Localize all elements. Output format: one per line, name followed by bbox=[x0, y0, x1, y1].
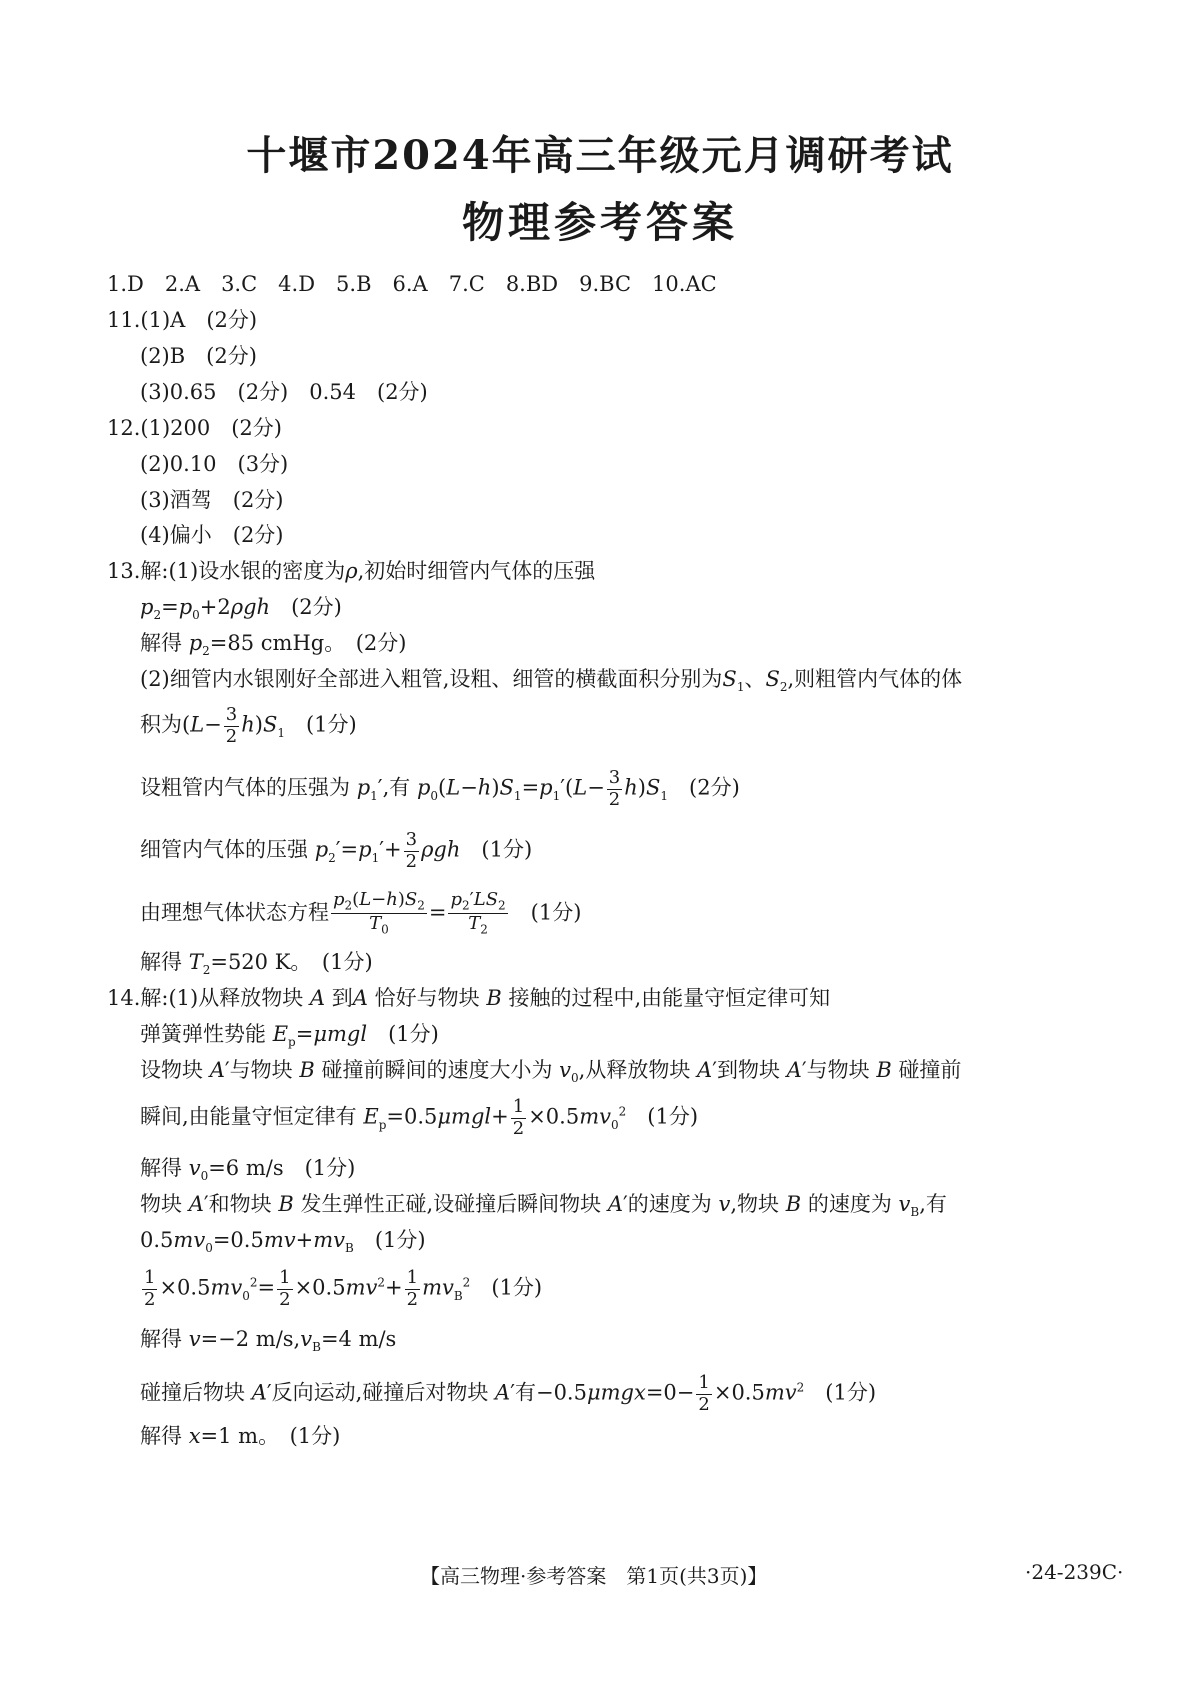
q13-intro-text: 解:(1)设水银的密度为 bbox=[140, 559, 346, 583]
q13-state-score: (1分) bbox=[530, 900, 582, 925]
q13-eq1: $p_2=p_0+2\rho gh$ (2分) bbox=[140, 595, 342, 623]
q14-col-b: 和物块 bbox=[208, 1192, 272, 1216]
q14-collision-text: 物块 A′和物块 B 发生弹性正碰,设碰撞后瞬间物块 A′的速度为 v,物块 B 的速度为 $v_B$,有 bbox=[140, 1192, 947, 1220]
q11-label: 11. bbox=[107, 308, 141, 332]
q14-v-res-pre: 解得 bbox=[140, 1327, 182, 1351]
q14-ke-score: (1分) bbox=[491, 1275, 543, 1300]
page-subtitle: 物理参考答案 bbox=[461, 198, 738, 247]
q14-v0-text: 设物块 A′与物块 B 碰撞前瞬间的速度大小为 $v_0$,从释放物块 A′到物块 A′与物块 B 碰撞前 bbox=[140, 1058, 962, 1086]
q11-part2: (2)B (2分) bbox=[140, 344, 257, 368]
q13-res1-pre: 解得 bbox=[140, 631, 182, 655]
q14-v-res: =−2 m/s, bbox=[200, 1327, 301, 1351]
q14-label: 14. bbox=[107, 986, 141, 1010]
footer-page-info: 【高三物理·参考答案 第1页(共3页)】 bbox=[420, 1564, 768, 1588]
q13-label: 13. bbox=[107, 559, 141, 583]
q14-ep: 弹簧弹性势能 $E_p=\mu mgl$ (1分) bbox=[140, 1022, 439, 1050]
q14-col-a: 物块 bbox=[140, 1192, 182, 1216]
q13-press-score: (2分) bbox=[689, 775, 740, 800]
q13-res1-score: (2分) bbox=[355, 631, 407, 655]
q13-state-pre: 由理想气体状态方程 bbox=[140, 900, 329, 925]
q14-intro-a: 解:(1)从释放物块 bbox=[140, 986, 304, 1010]
q14-x-res-pre: 解得 bbox=[140, 1424, 182, 1448]
q13-result1: 解得 $p_2=85$ cmHg。 (2分) bbox=[140, 631, 407, 659]
q14-reverse: 碰撞后物块 A′反向运动,碰撞后对物块 A′有−0.5μmgx=0− $\frac{1}{2}$ $\times 0.5mv^2$ (1分) bbox=[140, 1372, 877, 1415]
q14-momentum: $0.5mv_0=0.5mv+mv_B$ (1分) bbox=[140, 1228, 426, 1256]
q14-energy: 瞬间,由能量守恒定律有 $E_p=0.5\mu mgl+$ $\frac{1}{2}$ $\times 0.5mv_0^2$ (1分) bbox=[140, 1096, 699, 1139]
q13-vol-pre: 积为 bbox=[140, 712, 182, 737]
q12-part3: (3)酒驾 (2分) bbox=[140, 488, 284, 512]
q14-v0-result: 解得 $v_0=6$ m/s (1分) bbox=[140, 1156, 356, 1184]
q14-v0-f: 与物块 bbox=[806, 1058, 870, 1082]
q14-v0-g: 碰撞前 bbox=[898, 1058, 962, 1082]
q12-label: 12. bbox=[107, 416, 141, 440]
q13-thin-pre: 细管内气体的压强 bbox=[140, 837, 308, 862]
q12-row bbox=[107, 418, 282, 439]
q13-result2: 解得 $T_2=520$ K。 (1分) bbox=[140, 950, 373, 978]
q14-intro-b: 到 bbox=[331, 986, 353, 1010]
q13-thin-pressure: 细管内气体的压强 $p_2'=p_1'+$ $\frac{3}{2}$ ρgh (1分) bbox=[140, 829, 533, 872]
q14-v0-res-pre: 解得 bbox=[140, 1156, 182, 1180]
q13-press-mid: ,有 bbox=[382, 775, 411, 800]
q14-energy-pre: 瞬间,由能量守恒定律有 bbox=[140, 1104, 357, 1129]
q13-res2-score: (1分) bbox=[321, 950, 373, 974]
q12-part2: (2)0.10 (3分) bbox=[140, 452, 289, 476]
q13-intro-text2: ,初始时细管内气体的压强 bbox=[357, 559, 596, 583]
q14-ep-score: (1分) bbox=[388, 1022, 439, 1046]
q13-res2-pre: 解得 bbox=[140, 950, 182, 974]
q14-x-res: =1 m。 bbox=[200, 1424, 269, 1448]
q14-v0-a: 设物块 bbox=[140, 1058, 203, 1082]
q13-p2-text2: ,则粗管内气体的体 bbox=[787, 667, 963, 691]
q14-intro: 14.解:(1)从释放物块 A 到A 恰好与物块 B 接触的过程中,由能量守恒定律可知 bbox=[107, 986, 831, 1010]
footer-code: ·24-239C· bbox=[1025, 1560, 1124, 1584]
q14-rev-a: 碰撞后物块 bbox=[140, 1380, 245, 1405]
q14-col-f: 的速度为 bbox=[807, 1192, 892, 1216]
q14-v0-e: 到物块 bbox=[716, 1058, 780, 1082]
q14-col-e: ,物块 bbox=[730, 1192, 780, 1216]
q14-vb-res: =4 m/s bbox=[320, 1327, 397, 1351]
q14-col-c: 发生弹性正碰,设碰撞后瞬间物块 bbox=[300, 1192, 602, 1216]
q13-eq1-score: (2分) bbox=[291, 595, 342, 619]
q14-col-d: 的速度为 bbox=[627, 1192, 712, 1216]
q14-x-res-score: (1分) bbox=[289, 1424, 341, 1448]
q14-v0-c: 碰撞前瞬间的速度大小为 bbox=[321, 1058, 553, 1082]
q13-intro: 13.解:(1)设水银的密度为ρ,初始时细管内气体的压强 bbox=[107, 559, 596, 583]
q14-kinetic: $\frac{1}{2}$ $\times 0.5mv_0^2=$ $\frac{1}{2}$ $\times 0.5mv^2+$ $\frac{1}{2}$ $mv_B^2$ (1分) bbox=[144, 1267, 543, 1310]
q14-intro-d: 接触的过程中,由能量守恒定律可知 bbox=[508, 986, 831, 1010]
q14-mom-score: (1分) bbox=[374, 1228, 426, 1252]
page-title: 十堰市2024年高三年级元月调研考试 bbox=[246, 132, 954, 179]
q14-x-result: 解得 x=1 m。 (1分) bbox=[140, 1424, 341, 1448]
q14-v-result: 解得 v=−2 $m/s,v_B=4$ m/s bbox=[140, 1327, 397, 1355]
q11-row bbox=[107, 310, 257, 331]
q12-part4: (4)偏小 (2分) bbox=[140, 523, 284, 547]
q14-rev-c: 有 bbox=[514, 1380, 536, 1405]
q14-ep-pre: 弹簧弹性势能 bbox=[140, 1022, 266, 1046]
choice-answers: 1.D 2.A 3.C 4.D 5.B 6.A 7.C 8.BD 9.BC 10.AC bbox=[107, 272, 717, 296]
q13-part2-text: (2)细管内水银刚好全部进入粗管,设粗、细管的横截面积分别为$S_1$、$S_2$,则粗管内气体的体 bbox=[140, 667, 963, 695]
q14-v0-res-score: (1分) bbox=[304, 1156, 356, 1180]
q14-col-g: ,有 bbox=[919, 1192, 947, 1216]
q11-part1: (1)A (2分) bbox=[140, 308, 258, 332]
q13-state-eq: 由理想气体状态方程 $\frac{p_2(L-h)S_2}{T_0}$ = $\frac{p_2'LS_2}{T_2}$ (1分) bbox=[140, 889, 582, 937]
q14-rev-b: 反向运动,碰撞后对物块 bbox=[271, 1380, 489, 1405]
q14-v0-d: ,从释放物块 bbox=[578, 1058, 691, 1082]
q11-part3: (3)0.65 (2分) 0.54 (2分) bbox=[140, 380, 428, 404]
q13-pressure: 设粗管内气体的压强为 $p_1'$,有 $p_0(L-h)S_1=p_1'(L-$ $\frac{3}{2}$ $h)S_1$ (2分) bbox=[140, 767, 740, 810]
q13-press-pre: 设粗管内气体的压强为 bbox=[140, 775, 350, 800]
q13-vol-score: (1分) bbox=[305, 712, 357, 737]
q14-v0-b: 与物块 bbox=[229, 1058, 293, 1082]
q13-p2-text: (2)细管内水银刚好全部进入粗管,设粗、细管的横截面积分别为 bbox=[140, 667, 723, 691]
q12-part1: (1)200 (2分) bbox=[140, 416, 282, 440]
q13-res1-value: =85 cmHg。 bbox=[209, 631, 335, 655]
q14-energy-score: (1分) bbox=[647, 1104, 699, 1129]
q14-intro-c: 恰好与物块 bbox=[374, 986, 480, 1010]
q14-v0-res: =6 m/s bbox=[208, 1156, 284, 1180]
q13-res2-value: =520 K。 bbox=[210, 950, 301, 974]
q13-volume: 积为(L− $\frac{3}{2}$ $h)S_1$ (1分) bbox=[140, 704, 357, 747]
q13-thin-score: (1分) bbox=[481, 837, 533, 862]
q14-rev-score: (1分) bbox=[825, 1380, 877, 1405]
